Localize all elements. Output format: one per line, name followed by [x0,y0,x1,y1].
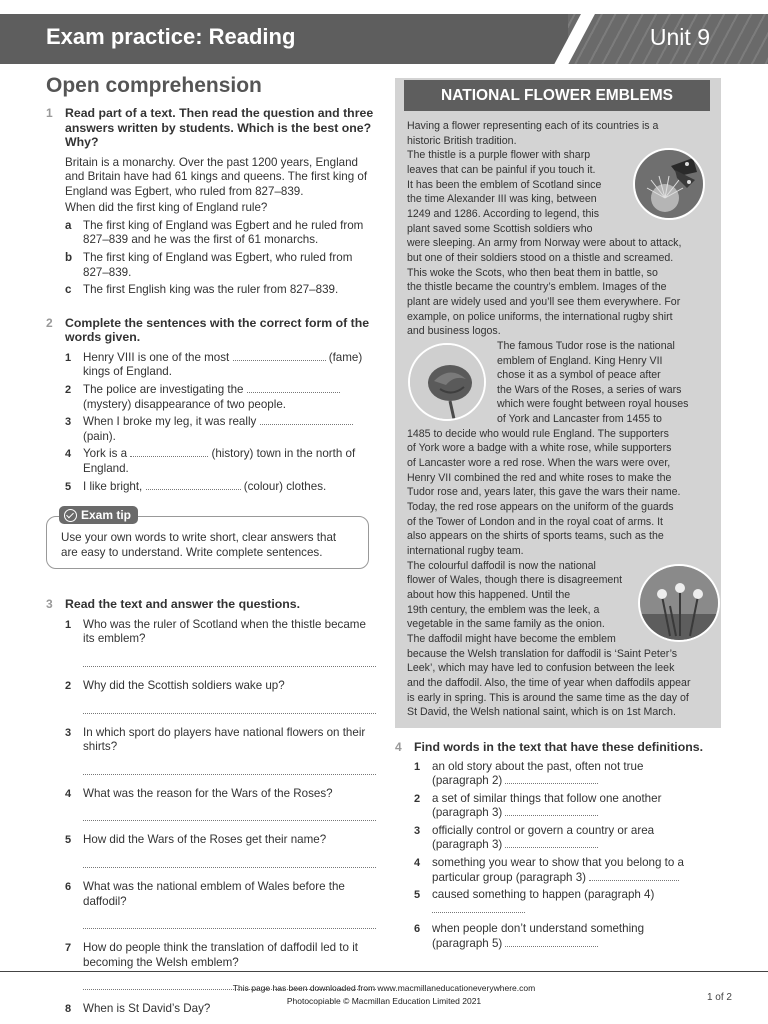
daffodil-photo [638,564,720,642]
article-panel [395,78,721,728]
article-line: and business logos. [407,325,501,338]
article-line: plant saved some Scottish soldiers who [407,222,593,235]
gap-fill-item: 1 Henry VIII is one of the most (fame) kings of England. [65,350,363,379]
article-line: chose it as a symbol of peace after [497,369,661,382]
article-line: vegetable in the same family as the onion. [407,618,605,631]
gap-fill-item: 4 York is a (history) town in the north of England. [65,447,356,475]
article-line: The famous Tudor rose is the national [497,339,675,352]
section-title: Open comprehension [46,74,262,97]
article-line: plant are widely used and you’ll see them everywhere. For [407,295,681,308]
exercise-number: 4 [395,740,402,754]
article-line: Henry VII combined the red and white roses to make the [407,471,672,484]
answer-gap[interactable] [505,838,598,848]
exercise-number: 1 [46,106,53,120]
article-line: 19th century, the emblem was the leek, a [407,603,600,616]
answer-gap[interactable] [505,774,598,784]
exercise-4 [395,740,725,952]
exercise-number: 2 [46,315,53,330]
article-line: of York and Lancaster from 1455 to [497,413,662,426]
article-line: international rugby team. [407,545,524,558]
definition-item: 5 caused something to happen (paragraph 4) [414,888,725,917]
article-line: The thistle is a purple flower with sharp [407,149,591,162]
exercise-2 [46,316,376,494]
article-line: the Wars of the Roses, a series of wars [497,383,682,396]
exercise-3 [46,597,376,1024]
definition-item: 3 officially control or govern a country or area (paragraph 3) [414,823,655,852]
answer-line[interactable] [83,666,376,667]
footer-download-note[interactable]: This page has been downloaded from www.macmillaneducationeverywhere.com [232,983,536,993]
exercise-number: 3 [46,597,53,612]
answer-gap[interactable] [146,480,241,490]
question-item: 2 Why did the Scottish soldiers wake up? [65,679,285,693]
answer-option: b The first king of England was Egbert, who ruled from 827–839. [65,251,353,279]
exercise-1 [46,106,376,298]
question-item: 3 In which sport do players have national flowers on their shirts? [65,725,366,754]
article-line: It has been the emblem of Scotland since [407,178,602,191]
page-header [0,14,768,64]
question-item: 1 Who was the ruler of Scotland when the thistle became its emblem? [65,617,366,646]
article-line: were sleeping. An army from Norway were about to attack, [407,237,682,250]
article-line: the time Alexander III was king, between [407,193,597,206]
thistle-photo [633,148,705,220]
question-item: 7 How do people think the translation of daffodil led to it becoming the Welsh emblem? [65,941,358,969]
gap-fill-item: 5 I like bright, (colour) clothes. [65,479,327,493]
answer-gap[interactable] [260,415,353,425]
article-line: which were fought between royal houses [497,398,689,411]
exam-tip-text: Use your own words to write short, clear answers that are easy to understand. Write complete sentences. [61,531,337,559]
article-line: the thistle became the country’s emblem. Images of the [407,281,667,294]
article-line: of the Tower of London and in the royal coat of arms. It [407,515,663,528]
article-line: of Lancaster wore a red rose. When the wars were over, [407,457,671,470]
article-line: also appears on the shirts of sports teams, such as the [407,530,664,543]
article-line: Today, the red rose appears on the uniform of the guards [407,501,674,514]
article-line: Leek’, which may have led to confusion between the leek [407,662,675,675]
question-item: 4 What was the reason for the Wars of the Roses? [65,786,333,800]
answer-line[interactable] [83,713,376,714]
check-circle-icon [64,509,77,522]
answer-gap[interactable] [130,447,208,457]
left-column [46,74,376,1024]
question-item: 6 What was the national emblem of Wales before the daffodil? [65,880,345,908]
article-line: The colourful daffodil is now the national [407,559,596,572]
answer-gap[interactable] [505,806,598,816]
answer-gap[interactable] [589,871,679,881]
article-line: and the daffodil. Also, the time of year when daffodils appear [407,676,691,689]
question-item: 5 How did the Wars of the Roses get their name? [65,833,327,847]
article-line: 1249 and 1286. According to legend, this [407,207,600,220]
exam-tip-box [46,508,369,569]
article-line: about how this happened. Until the [407,589,571,601]
article-line: emblem of England. King Henry VII [497,354,663,367]
article-line: flower of Wales, though there is disagreement [407,574,623,587]
page-number: 1 of 2 [706,992,732,1003]
answer-line[interactable] [83,820,376,821]
article-title: NATIONAL FLOWER EMBLEMS [404,80,710,111]
article-line: Tudor rose and, years later, this gave the wars their name. [407,486,681,499]
answer-gap[interactable] [233,351,326,361]
exercise-question: When did the first king of England rule? [65,201,268,215]
footer-copyright: Photocopiable © Macmillan Education Limited 2021 [286,996,482,1006]
definition-item: 1 an old story about the past, often not true (paragraph 2) [414,759,644,788]
article-line: of York wore a badge with a white rose, while supporters [407,442,672,455]
article-line: because the Welsh translation for daffodil is ‘Saint Peter’s [407,647,678,660]
exercise-instruction: Read the text and answer the questions. [65,597,301,612]
exercise-instruction: Find words in the text that have these definitions. [414,740,704,754]
article-line: but one of their soldiers stood on a thistle and screamed. [407,251,674,264]
answer-line[interactable] [83,928,376,929]
article-line: is early in spring. This is around the same time as the day of [407,691,689,704]
definition-item: 6 when people don’t understand something (paragraph 5) [414,922,645,951]
exercise-instruction: Read part of a text. Then read the question and three answers written by students. Which is the best one? Why? [65,106,374,149]
definition-item: 4 something you wear to show that you belong to a particular group (paragraph 3) [414,856,684,884]
answer-line[interactable] [83,774,376,775]
answer-option: c The first English king was the ruler from 827–839. [65,283,339,297]
exam-tip-badge: Exam tip [59,506,138,524]
exercise-text: Britain is a monarchy. Over the past 1200 years, England and Britain have had 61 kings and queens. The first king of England was Egbert, who ruled from 827–839. [65,155,368,198]
rose-photo [408,343,486,421]
article-line: The daffodil might have become the emblem [407,632,616,645]
article-line: 1485 to decide who would rule England. The supporters [407,427,669,440]
article-line: Having a flower representing each of its countries is a [407,120,659,132]
answer-gap[interactable] [247,383,340,393]
question-item: 8 When is St David’s Day? [65,1002,211,1016]
gap-fill-item: 3 When I broke my leg, it was really (pain). [65,415,376,444]
answer-gap[interactable] [505,937,598,947]
definition-item: 2 a set of similar things that follow one another (paragraph 3) [414,791,662,820]
unit-label: Unit 9 [649,24,710,50]
gap-fill-item: 2 The police are investigating the (mystery) disappearance of two people. [65,383,376,412]
header-title: Exam practice: Reading [46,24,296,49]
article-line: leaves that can be painful if you touch it. [407,163,596,176]
article-line: historic British tradition. [407,134,517,147]
footer-divider [0,971,768,972]
exercise-instruction: Complete the sentences with the correct form of the words given. [65,315,370,345]
article-line: St David, the Welsh national saint, which is on 1st March. [407,706,676,719]
answer-option: a The first king of England was Egbert and he ruled from 827–839 and he was the first of 61 monarchs. [65,218,364,247]
article-line: This woke the Scots, who then beat them in battle, so [407,266,658,279]
answer-gap[interactable] [432,903,525,913]
answer-line[interactable] [83,867,376,868]
article-line: example, on police uniforms, the international rugby shirt [407,310,673,323]
